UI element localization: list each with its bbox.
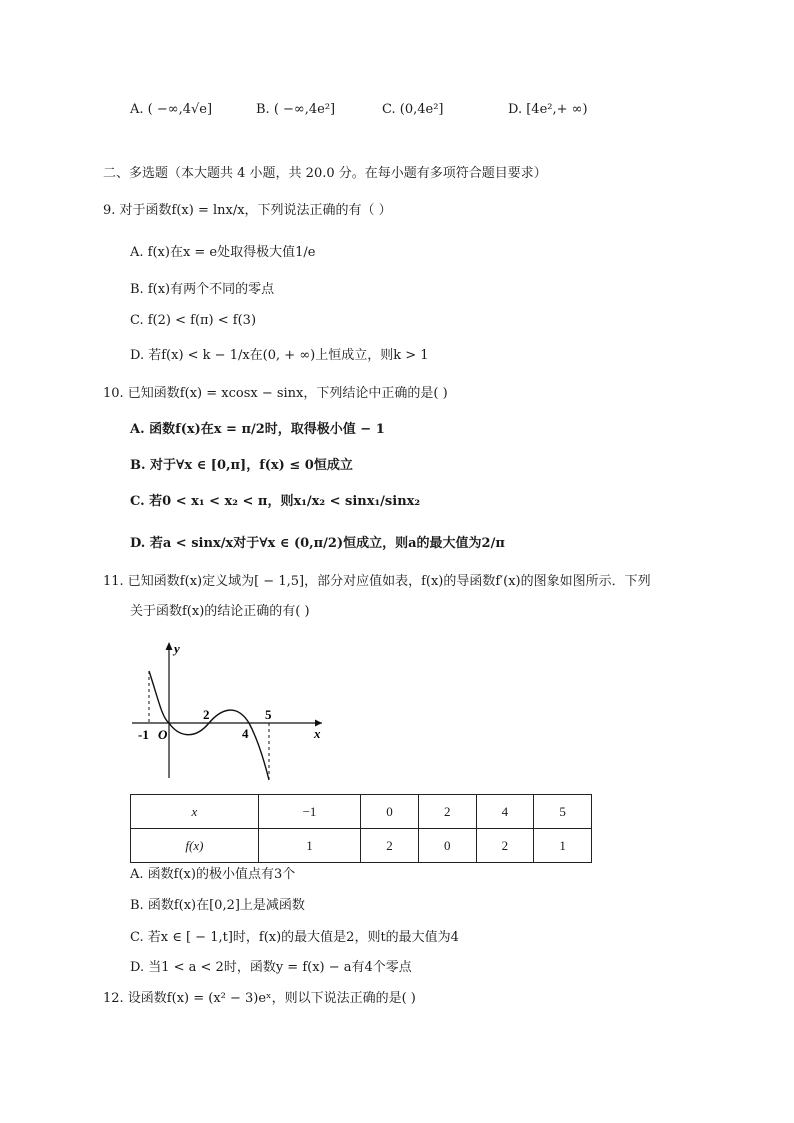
q8-option-d: D. [4e²,+ ∞) [508,102,588,117]
q9-option-a: A. f(x)在x = e处取得极大值1/e [130,245,316,260]
section-title: 二、多选题（本大题共 4 小题，共 20.0 分。在每小题有多项符合题目要求） [103,166,547,181]
q8-option-c: C. (0,4e²] [382,102,444,117]
q11-option-d: D. 当1 < a < 2时，函数y = f(x) − a有4个零点 [130,960,412,975]
y-axis-label: y [174,641,180,656]
table-cell: −1 [258,795,360,829]
table-cell: 2 [361,829,419,863]
q9-stem: 9. 对于函数f(x) = lnx/x，下列说法正确的有（ ） [103,203,392,218]
table-cell: 0 [418,829,476,863]
tick-label-2: 2 [203,707,210,722]
table-cell: 1 [534,829,592,863]
q11-option-b: B. 函数f(x)在[0,2]上是减函数 [130,898,305,913]
table-row [131,795,592,829]
q11-stem-line2: 关于函数f(x)的结论正确的有( ) [130,604,310,619]
table-cell: 2 [476,829,534,863]
q11-option-a: A. 函数f(x)的极小值点有3个 [130,867,296,882]
q9-option-d: D. 若f(x) < k − 1/x在(0, + ∞)上恒成立，则k > 1 [130,348,429,363]
y-axis-arrow-icon [166,642,173,650]
q10-option-d: D. 若a < sinx/x对于∀x ∈ (0,π/2)恒成立，则a的最大值为2/π [130,536,505,551]
x-axis-label: x [314,726,321,741]
table-cell: 0 [361,795,419,829]
derivative-graph [128,638,328,786]
table-row [131,829,592,863]
table-cell: 1 [258,829,360,863]
value-table [130,794,592,863]
q9-option-c: C. f(2) < f(π) < f(3) [130,313,257,328]
q11-option-c: C. 若x ∈ [ − 1,t]时，f(x)的最大值是2，则t的最大值为4 [130,930,459,945]
tick-label-5: 5 [265,707,272,722]
table-cell: 5 [534,795,592,829]
q12-stem: 12. 设函数f(x) = (x² − 3)eˣ，则以下说法正确的是( ) [103,991,416,1006]
derivative-curve [149,671,269,780]
table-cell: f(x) [131,829,259,863]
q9-option-b: B. f(x)有两个不同的零点 [130,282,275,297]
q10-option-a: A. 函数f(x)在x = π/2时，取得极小值 − 1 [130,422,385,437]
q8-options [130,102,690,122]
table-cell: x [131,795,259,829]
q8-option-b: B. ( −∞,4e²] [256,102,336,117]
q10-option-c: C. 若0 < x₁ < x₂ < π，则x₁/x₂ < sinx₁/sinx₂ [130,494,421,509]
table-cell: 2 [418,795,476,829]
table-cell: 4 [476,795,534,829]
q10-stem: 10. 已知函数f(x) = xcosx − sinx，下列结论中正确的是( ) [103,386,448,401]
q8-option-a: A. ( −∞,4√e] [130,102,213,117]
tick-label-neg1: -1 [138,727,149,742]
origin-label: O [158,727,168,742]
tick-label-4: 4 [242,726,249,741]
q11-stem-line1: 11. 已知函数f(x)定义域为[ − 1,5]，部分对应值如表，f(x)的导函数f′(x)的图象如图所示．下列 [103,574,651,589]
q10-option-b: B. 对于∀x ∈ [0,π]，f(x) ≤ 0恒成立 [130,458,353,473]
